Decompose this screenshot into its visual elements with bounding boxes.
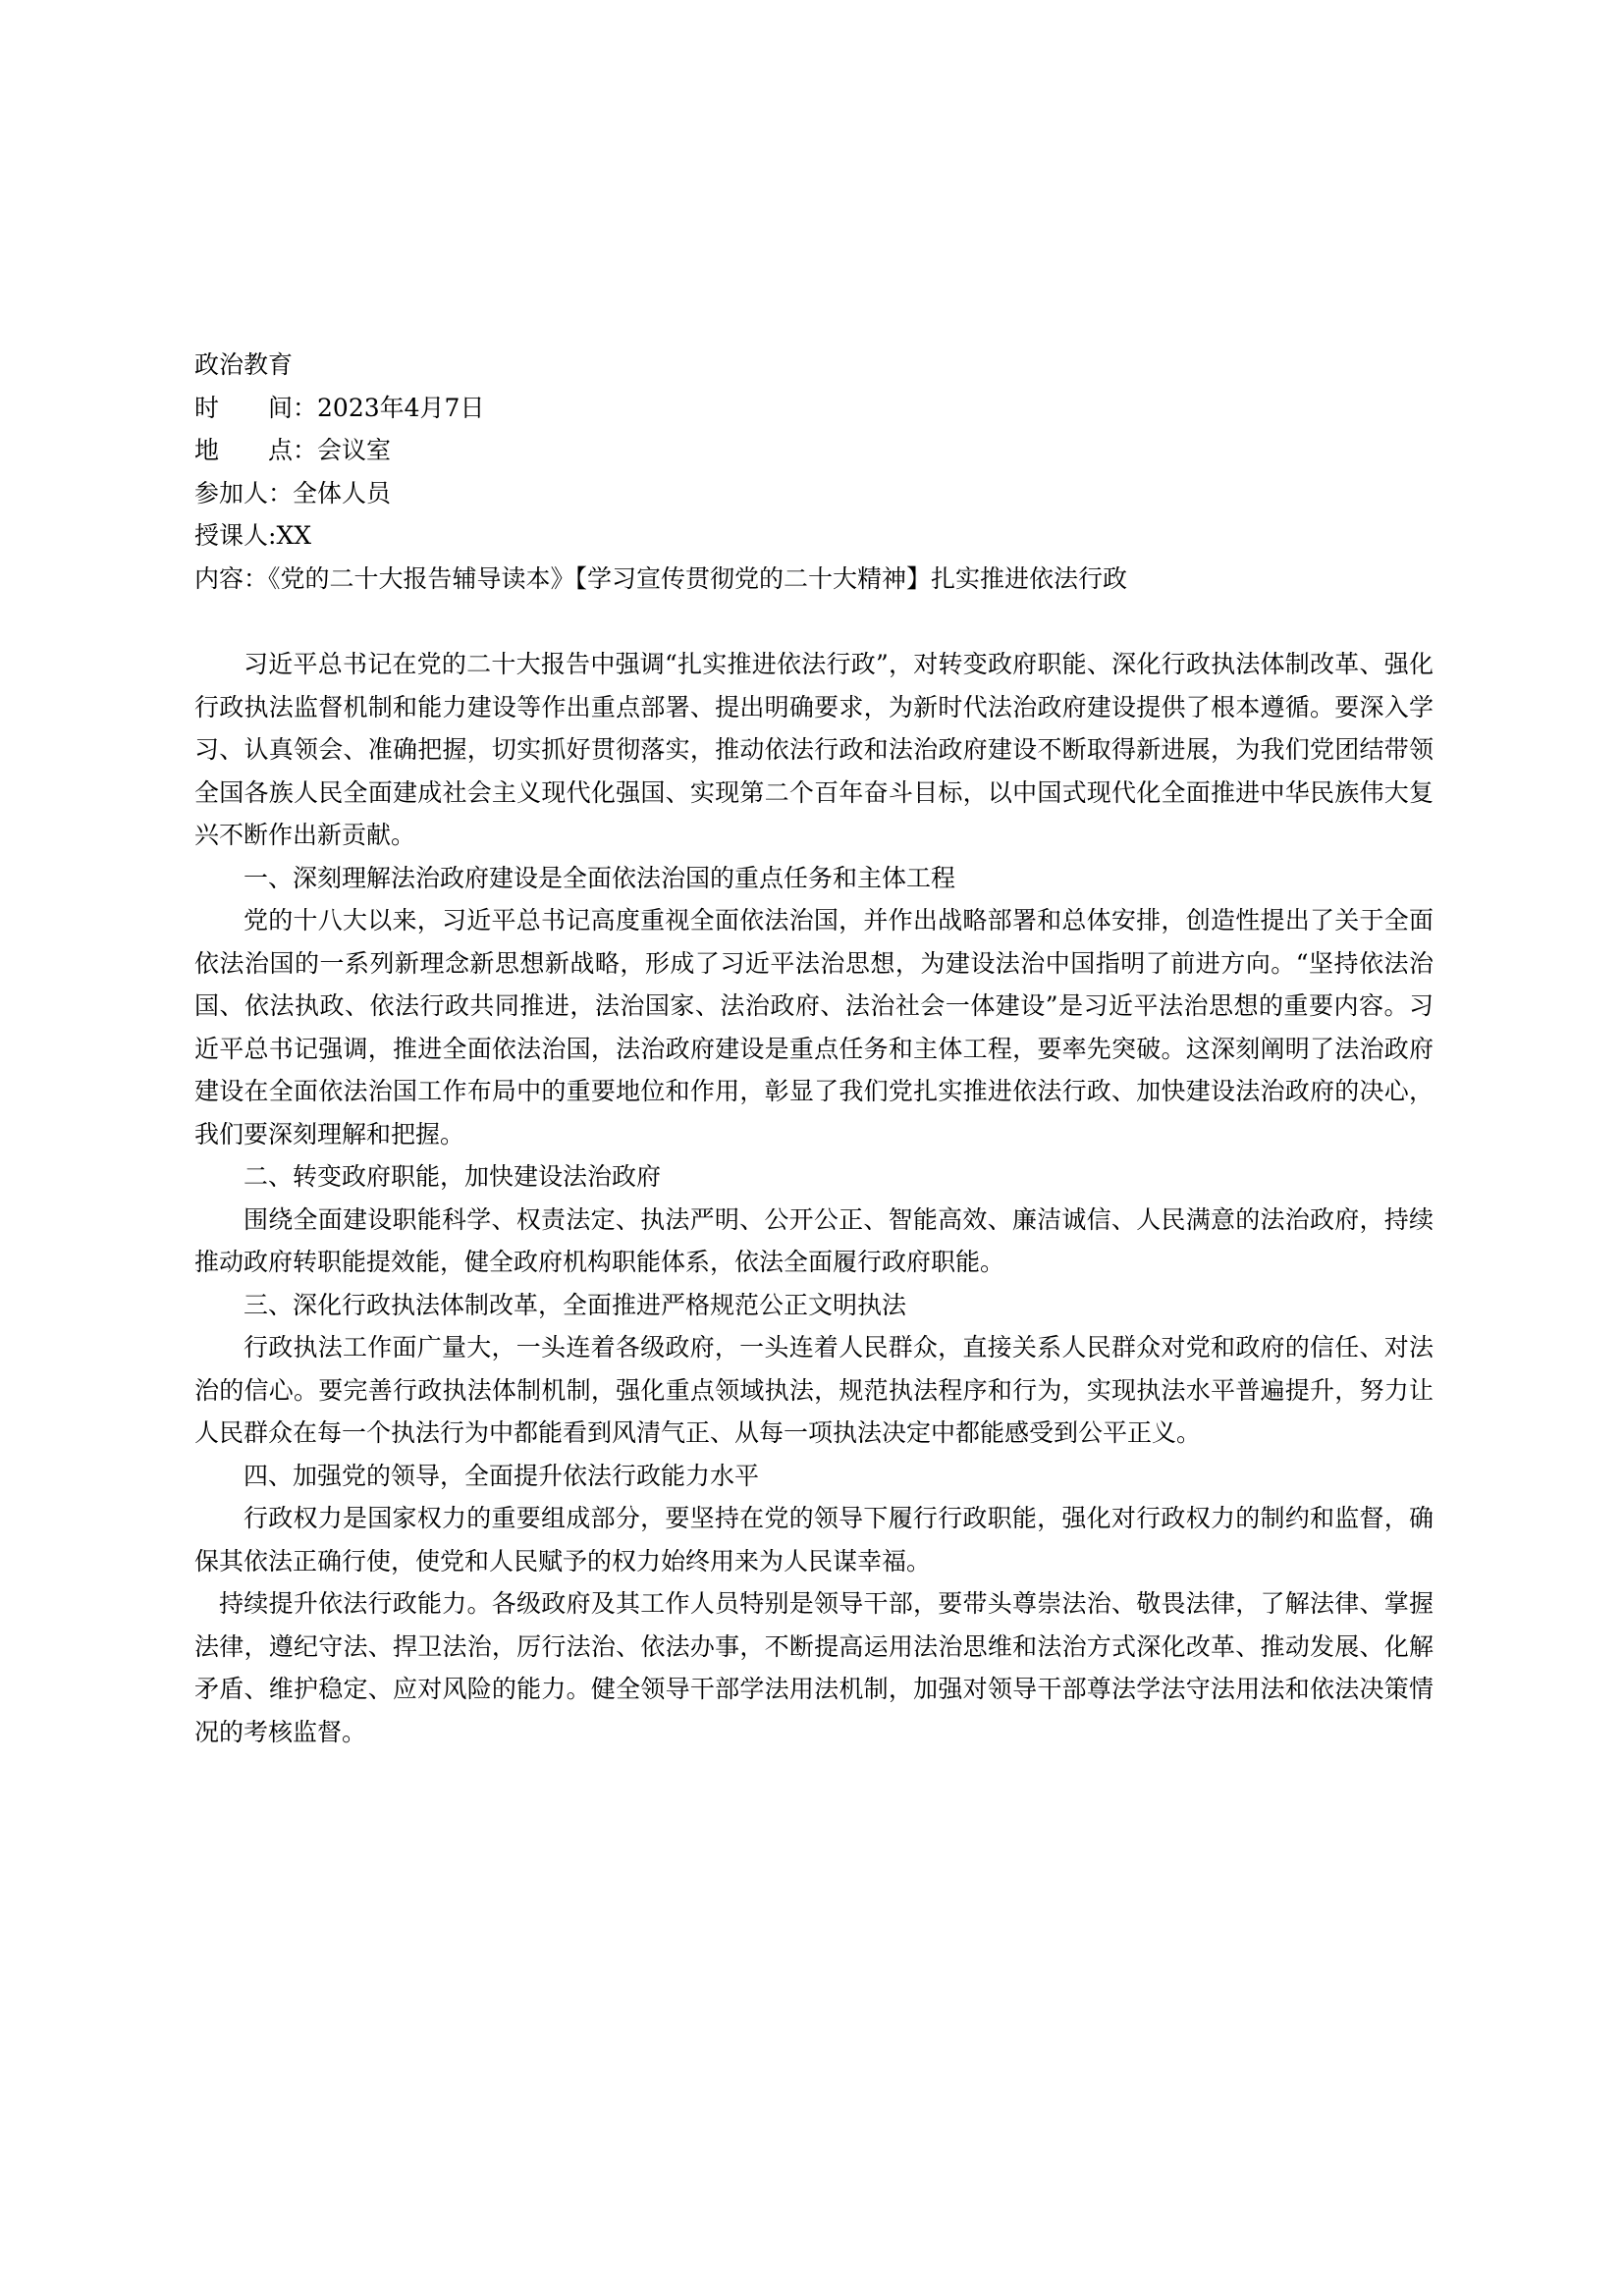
meta-place [194,429,1434,472]
meta-time-label-2: 间： [268,393,318,422]
section-heading-1: 一、深刻理解法治政府建设是全面依法治国的重点任务和主体工程 [244,863,956,892]
section-heading-4: 四、加强党的领导，全面提升依法行政能力水平 [244,1461,760,1490]
section-3-paragraph-1: 行政执法工作面广量大，一头连着各级政府，一头连着人民群众，直接关系人民群众对党和政府的信任、对法治的信心。要完善行政执法体制机制，强化重点领域执法，规范执法程序和行为，实现执法水平普遍提升，努力让人民群众在每一个执法行为中都能看到风清气正、从每一项执法决定中都能感受到公平正义。 [194,1333,1434,1447]
meta-time-label-1: 时 [194,393,220,422]
meta-place-value: 会议室 [317,436,392,464]
meta-lecturer [194,514,1434,558]
intro-paragraph: 习近平总书记在党的二十大报告中强调“扎实推进依法行政”，对转变政府职能、深化行政执法体制改革、强化行政执法监督机制和能力建设等作出重点部署、提出明确要求，为新时代法治政府建设提供了根本遵循。要深入学习、认真领会、准确把握，切实抓好贯彻落实，推动依法行政和法治政府建设不断取得新进展，为我们党团结带领全国各族人民全面建成社会主义现代化强国、实现第二个百年奋斗目标，以中国式现代化全面推进中华民族伟大复兴不断作出新贡献。 [194,650,1434,849]
meta-content [194,558,1434,601]
document-title: 政治教育 [194,350,294,379]
section-1-paragraph-1: 党的十八大以来，习近平总书记高度重视全面依法治国，并作出战略部署和总体安排，创造性提出了关于全面依法治国的一系列新理念新思想新战略，形成了习近平法治思想，为建设法治中国指明了前进方向。“坚持依法治国、依法执政、依法行政共同推进，法治国家、法治政府、法治社会一体建设”是习近平法治思想的重要内容。习近平总书记强调，推进全面依法治国，法治政府建设是重点任务和主体工程，要率先突破。这深刻阐明了法治政府建设在全面依法治国工作布局中的重要地位和作用，彰显了我们党扎实推进依法行政、加快建设法治政府的决心，我们要深刻理解和把握。 [194,906,1434,1148]
meta-participants-label: 参加人： [194,478,294,507]
meta-participants-value: 全体人员 [293,478,392,507]
meta-time [194,387,1434,430]
meta-content-value: 《党的二十大报告辅导读本》【学习宣传贯彻党的二十大精神】扎实推进依法行政 [268,563,1128,593]
spacer [194,600,1434,643]
section-heading-3: 三、深化行政执法体制改革，全面推进严格规范公正文明执法 [244,1290,907,1319]
meta-lecturer-label: 授课人: [194,521,277,550]
meta-time-value: 2023年4月7日 [317,393,485,422]
meta-lecturer-value: XX [276,521,312,550]
section-heading-2: 二、转变政府职能，加快建设法治政府 [244,1162,662,1191]
meta-place-label-1: 地 [194,436,220,464]
meta-participants [194,472,1434,515]
document-page [194,344,1434,1753]
meta-place-label-2: 点： [268,436,318,464]
section-4-paragraph-1: 行政权力是国家权力的重要组成部分，要坚持在党的领导下履行行政职能，强化对行政权力的制约和监督，确保其依法正确行使，使党和人民赋予的权力始终用来为人民谋幸福。 [194,1504,1434,1575]
section-4-paragraph-2: 持续提升依法行政能力。各级政府及其工作人员特别是领导干部，要带头尊崇法治、敬畏法律，了解法律、掌握法律，遵纪守法、捍卫法治，厉行法治、依法办事，不断提高运用法治思维和法治方式深化改革、推动发展、化解矛盾、维护稳定、应对风险的能力。健全领导干部学法用法机制，加强对领导干部尊法学法守法用法和依法决策情况的考核监督。 [194,1589,1434,1746]
meta-content-label: 内容： [194,563,269,593]
section-2-paragraph-1: 围绕全面建设职能科学、权责法定、执法严明、公开公正、智能高效、廉洁诚信、人民满意的法治政府，持续推动政府转职能提效能，健全政府机构职能体系，依法全面履行政府职能。 [194,1204,1434,1276]
